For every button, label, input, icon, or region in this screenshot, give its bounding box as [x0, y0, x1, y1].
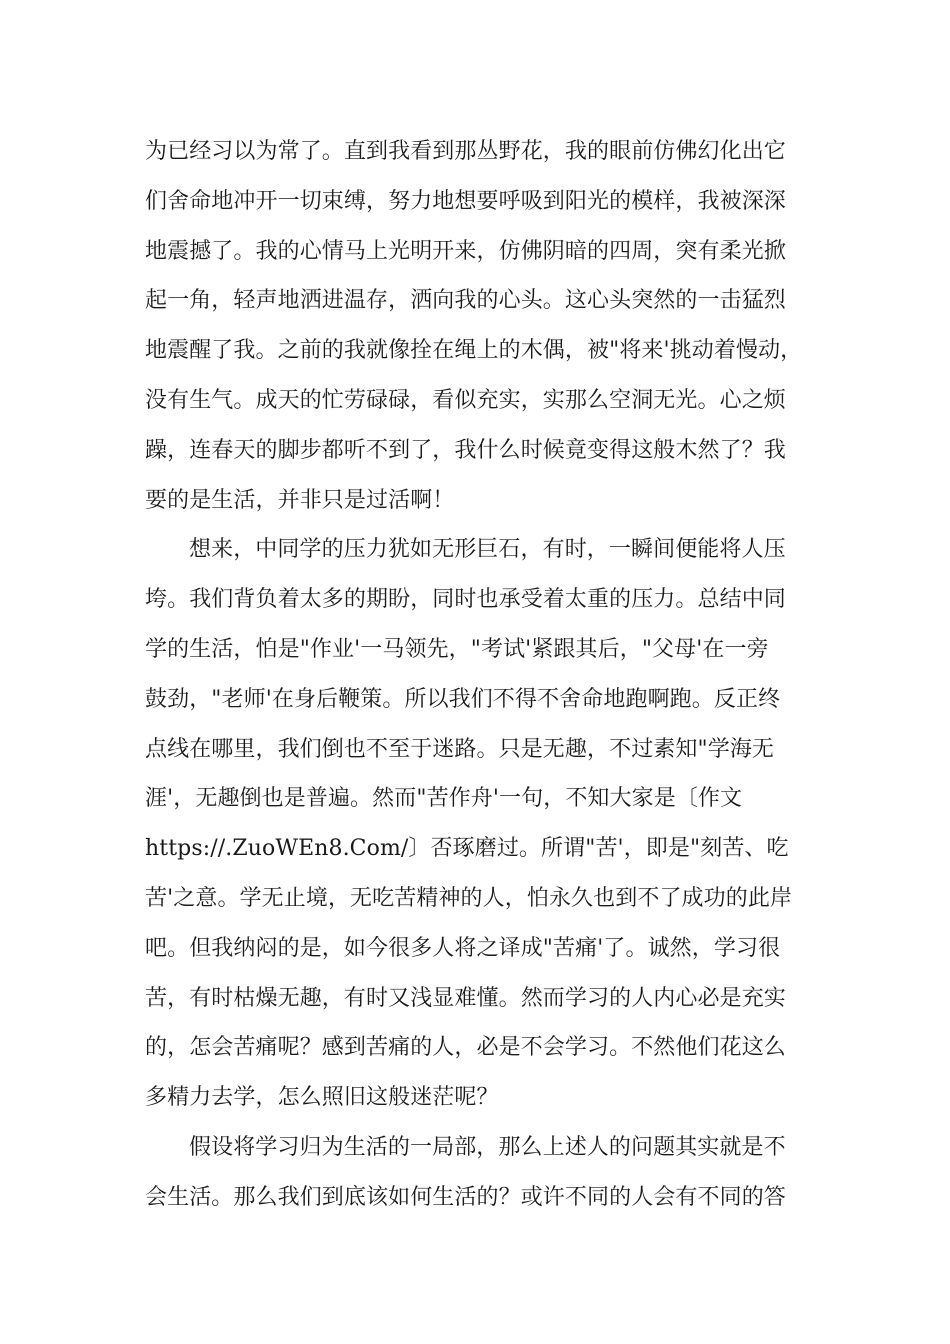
text-line: 为已经习以为常了。直到我看到那丛野花，我的眼前仿佛幻化出它: [145, 139, 786, 164]
text-line: 们舍命地冲开一切束缚，努力地想要呼吸到阳光的模样，我被深深: [145, 188, 786, 214]
text-line: 苦'之意。学无止境，无吃苦精神的人，怕永久也到不了成功的此岸: [145, 885, 793, 911]
paragraph-start-line: 假设将学习归为生活的一局部，那么上述人的问题其实就是不: [189, 1134, 786, 1160]
text-line: 地震醒了我。之前的我就像拴在绳上的木偶，被"将来'挑动着慢动，: [145, 338, 803, 364]
text-line: 地震撼了。我的心情马上光明开来，仿佛阴暗的四周，突有柔光掀: [145, 238, 786, 264]
text-line: 没有生气。成天的忙劳碌碌，看似充实，实那么空洞无光。心之烦: [145, 387, 786, 413]
text-line: 多精力去学，怎么照旧这般迷茫呢？: [145, 1085, 499, 1111]
text-line: 会生活。那么我们到底该如何生活的？或许不同的人会有不同的答: [145, 1184, 786, 1210]
text-line: 躁，连春天的脚步都听不到了，我什么时候竟变得这般木然了？我: [145, 437, 786, 463]
paragraph-start-line: 想来，中同学的压力犹如无形巨石，有时，一瞬间便能将人压: [189, 537, 786, 563]
text-line: 起一角，轻声地洒进温存，洒向我的心头。这心头突然的一击猛烈: [145, 288, 786, 314]
text-line: 吧。但我纳闷的是，如今很多人将之译成"苦痛'了。诚然，学习很: [145, 935, 781, 961]
document-body: [145, 127, 810, 1223]
text-line: 要的是生活，并非只是过活啊！: [145, 487, 455, 513]
text-line: 点线在哪里，我们倒也不至于迷路。只是无趣，不过素知"学海无: [145, 736, 775, 762]
text-line: 的，怎会苦痛呢？感到苦痛的人，必是不会学习。不然他们花这么: [145, 1035, 786, 1061]
text-line: 涯'，无趣倒也是普遍。然而"苦作舟'一句，不知大家是〔作文: [145, 786, 743, 812]
text-line: 学的生活，怕是"作业'一马领先，"考试'紧跟其后，"父母'在一旁: [145, 636, 769, 662]
text-line: 垮。我们背负着太多的期盼，同时也承受着太重的压力。总结中同: [145, 587, 786, 613]
text-line: 苦，有时枯燥无趣，有时又浅显难懂。然而学习的人内心必是充实: [145, 985, 786, 1011]
text-line: https://.ZuoWEn8.Com/〕否琢磨过。所谓"苦'，即是"刻苦、吃: [145, 836, 789, 862]
text-line: 鼓劲，"老师'在身后鞭策。所以我们不得不舍命地跑啊跑。反正终: [145, 686, 781, 712]
